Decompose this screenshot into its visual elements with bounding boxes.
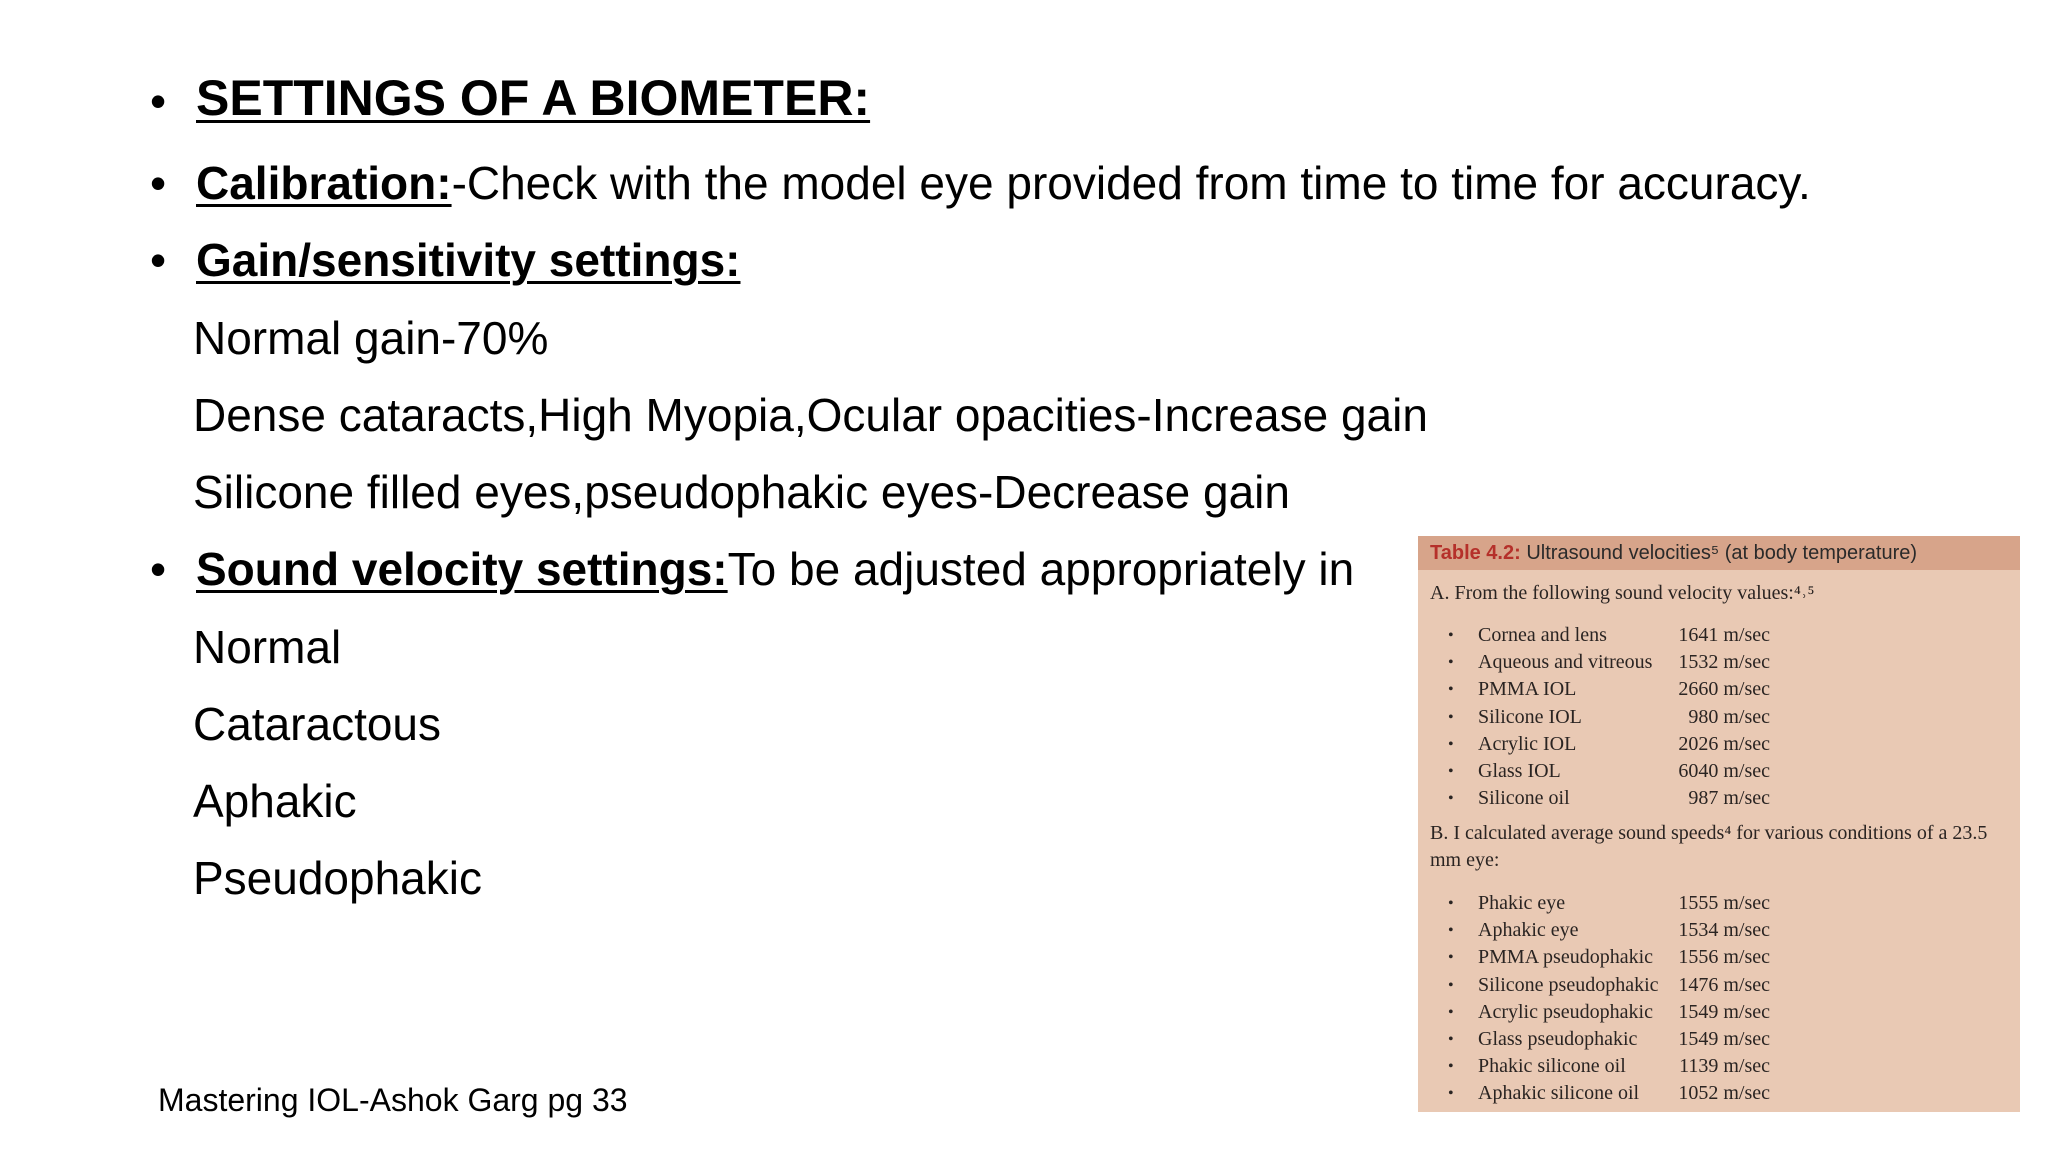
row-value: 1052 m/sec [1678, 1082, 1770, 1105]
gain-label: Gain/sensitivity settings: [196, 234, 741, 286]
table-row [1448, 944, 2008, 971]
row-value: 1534 m/sec [1678, 919, 1770, 942]
table-section-a: A. From the following sound velocity values:⁴˒⁵ [1430, 582, 1815, 604]
table-row [1448, 731, 2008, 758]
row-value: 1139 m/sec [1679, 1055, 1770, 1078]
row-bullet: • [1448, 735, 1454, 753]
row-label: Silicone IOL [1478, 705, 1582, 728]
table-title: Ultrasound velocities⁵ (at body temperature) [1520, 542, 1918, 564]
row-label: PMMA IOL [1478, 678, 1577, 701]
row-bullet: • [1448, 654, 1454, 672]
row-bullet: • [1448, 1003, 1454, 1021]
sound-line [196, 541, 1354, 597]
sound-condition: Aphakic [193, 775, 357, 827]
row-value: 6040 m/sec [1678, 760, 1770, 782]
table-caption [1418, 536, 2020, 570]
row-label: Aphakic eye [1478, 919, 1579, 942]
table-row [1448, 890, 2008, 917]
row-label: Glass IOL [1478, 760, 1561, 782]
row-bullet: • [1448, 790, 1454, 808]
sound-label: Sound velocity settings: [196, 543, 728, 595]
row-label: Silicone oil [1478, 787, 1570, 810]
calibration-line [196, 155, 1811, 211]
row-bullet: • [1448, 922, 1454, 940]
slide-title: SETTINGS OF A BIOMETER: [196, 70, 871, 126]
row-value: 987 m/sec [1688, 787, 1770, 810]
table-row [1448, 917, 2008, 944]
table-row [1448, 999, 2008, 1026]
row-bullet: • [1448, 1031, 1454, 1048]
row-bullet: • [1448, 763, 1454, 780]
row-bullet: • [1448, 949, 1454, 967]
table-number: Table 4.2: [1430, 542, 1521, 564]
row-value: 1641 m/sec [1678, 624, 1770, 646]
bullet: • [150, 157, 167, 209]
table-row [1448, 704, 2008, 731]
table-row [1448, 649, 2008, 676]
row-bullet: • [1448, 976, 1454, 994]
row-label: Cornea and lens [1478, 624, 1607, 646]
gain-line: Silicone filled eyes,pseudophakic eyes-Decrease gain [193, 466, 1290, 518]
bullet: • [150, 75, 167, 127]
table-row [1448, 622, 2008, 649]
gain-line: Normal gain-70% [193, 312, 549, 364]
table-row [1448, 758, 2008, 785]
table-row [1448, 972, 2008, 999]
row-label: Acrylic IOL [1478, 732, 1577, 755]
row-bullet: • [1448, 708, 1454, 726]
sound-condition: Cataractous [193, 698, 442, 750]
calibration-label: Calibration: [196, 157, 452, 209]
row-value: 2660 m/sec [1678, 678, 1770, 701]
table-row [1448, 1026, 2008, 1053]
row-value: 2026 m/sec [1678, 732, 1770, 755]
table-row [1448, 1080, 2008, 1107]
row-label: Silicone pseudophakic [1478, 973, 1659, 996]
row-value: 1549 m/sec [1678, 1000, 1770, 1023]
table-row [1448, 676, 2008, 703]
table-row [1448, 785, 2008, 812]
bullet: • [150, 234, 167, 286]
row-value: 1476 m/sec [1678, 973, 1770, 996]
row-bullet: • [1448, 1058, 1454, 1076]
row-bullet: • [1448, 681, 1454, 699]
row-label: PMMA pseudophakic [1478, 946, 1653, 969]
row-label: Aphakic silicone oil [1478, 1082, 1640, 1105]
row-label: Aqueous and vitreous [1478, 651, 1653, 674]
row-label: Phakic eye [1478, 892, 1566, 914]
row-value: 1556 m/sec [1678, 946, 1770, 969]
row-bullet: • [1448, 1085, 1454, 1103]
velocity-table [1418, 536, 2020, 1112]
row-value: 1549 m/sec [1678, 1028, 1770, 1050]
sound-condition: Normal [193, 621, 342, 673]
reference-citation: Mastering IOL-Ashok Garg pg 33 [158, 1082, 628, 1118]
row-label: Phakic silicone oil [1478, 1055, 1626, 1078]
table-row [1448, 1053, 2008, 1080]
table-section-b: B. I calculated average sound speeds⁴ for various conditions of a 23.5 mm eye: [1430, 822, 1988, 871]
gain-line: Dense cataracts,High Myopia,Ocular opacities-Increase gain [193, 389, 1428, 441]
row-value: 1532 m/sec [1678, 651, 1770, 674]
row-label: Glass pseudophakic [1478, 1028, 1638, 1050]
sound-condition: Pseudophakic [193, 852, 482, 904]
bullet: • [150, 543, 167, 595]
row-value: 1555 m/sec [1678, 892, 1770, 914]
row-value: 980 m/sec [1688, 705, 1770, 728]
row-label: Acrylic pseudophakic [1478, 1000, 1653, 1023]
sound-text: To be adjusted appropriately in [727, 543, 1355, 595]
calibration-text: -Check with the model eye provided from time to time for accuracy. [451, 157, 1811, 209]
row-bullet: • [1448, 895, 1454, 912]
row-bullet: • [1448, 627, 1454, 644]
